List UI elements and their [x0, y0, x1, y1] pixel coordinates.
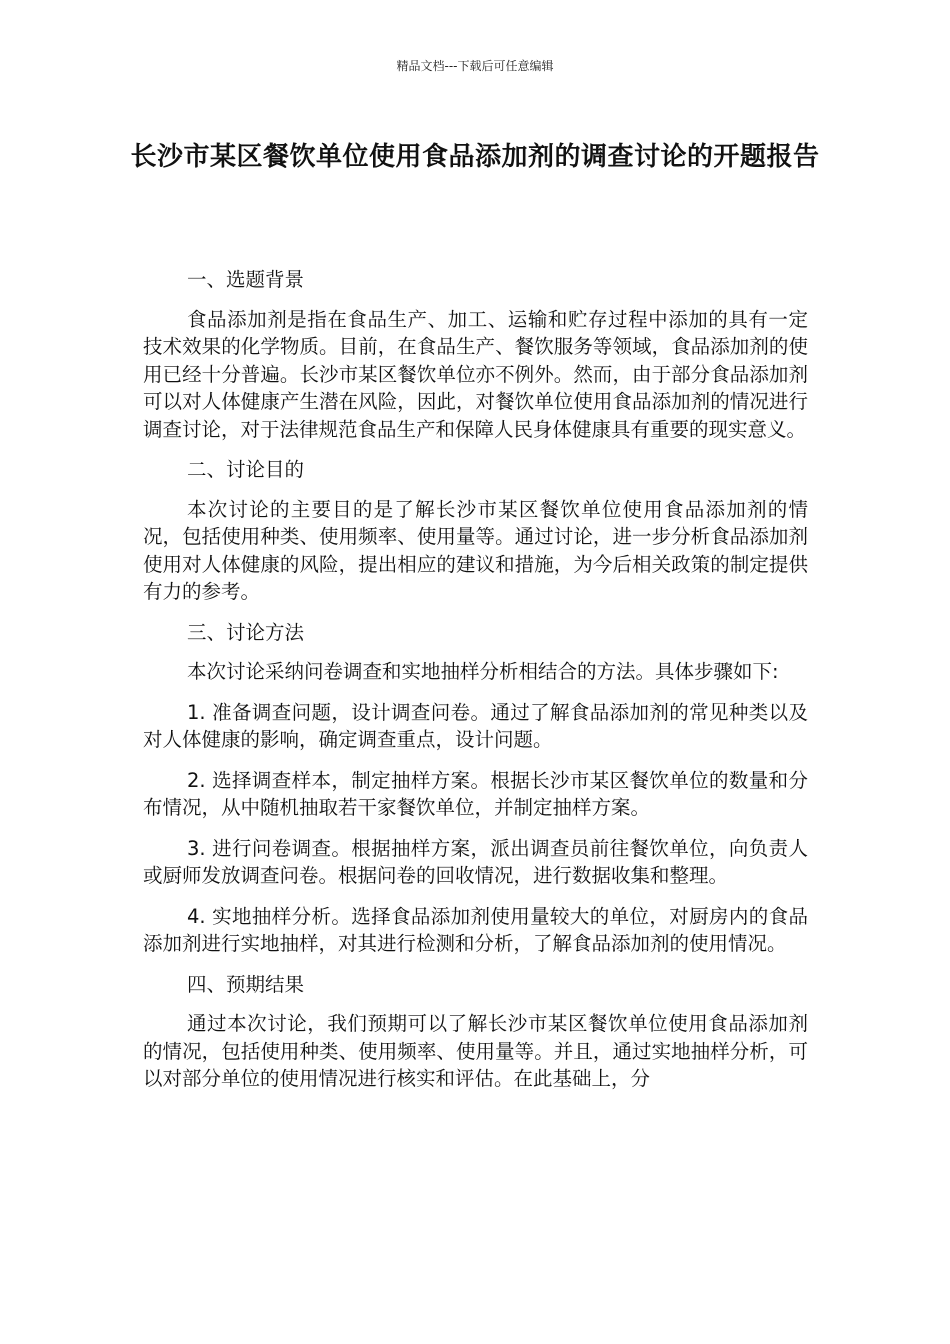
section-heading-expected-results: 四、预期结果 — [187, 972, 305, 996]
paragraph-method-intro: 本次讨论采纳问卷调查和实地抽样分析相结合的方法。具体步骤如下: — [187, 660, 779, 683]
section-heading-method: 三、讨论方法 — [187, 620, 305, 644]
method-step-4: 4. 实地抽样分析。选择食品添加剂使用量较大的单位，对厨房内的食品添加剂进行实地抽样，对其进行检测和分析，了解食品添加剂的使用情况。 — [143, 904, 808, 955]
paragraph-expected-results: 通过本次讨论，我们预期可以了解长沙市某区餐饮单位使用食品添加剂的情况，包括使用种类、使用频率、使用量等。并且，通过实地抽样分析，可以对部分单位的使用情况进行核实和评估。在此基础上，分 — [143, 1012, 808, 1090]
header-note: 精品文档---下载后可任意编辑 — [396, 59, 554, 73]
method-step-3: 3. 进行问卷调查。根据抽样方案，派出调查员前往餐饮单位，向负责人或厨师发放调查问卷。根据问卷的回收情况，进行数据收集和整理。 — [143, 836, 808, 887]
paragraph-background: 食品添加剂是指在食品生产、加工、运输和贮存过程中添加的具有一定技术效果的化学物质。目前，在食品生产、餐饮服务等领域，食品添加剂的使用已经十分普遍。长沙市某区餐饮单位亦不例外。然而，由于部分食品添加剂可以对人体健康产生潜在风险，因此，对餐饮单位使用食品添加剂的情况进行调查讨论，对于法律规范食品生产和保障人民身体健康具有重要的现实意义。 — [143, 307, 808, 441]
method-step-2: 2. 选择调查样本，制定抽样方案。根据长沙市某区餐饮单位的数量和分布情况，从中随机抽取若干家餐饮单位，并制定抽样方案。 — [143, 768, 808, 819]
section-heading-purpose: 二、讨论目的 — [187, 458, 305, 481]
document-body — [143, 266, 808, 1106]
paragraph-purpose: 本次讨论的主要目的是了解长沙市某区餐饮单位使用食品添加剂的情况，包括使用种类、使用频率、使用量等。通过讨论，进一步分析食品添加剂使用对人体健康的风险，提出相应的建议和措施，为今后相关政策的制定提供有力的参考。 — [143, 497, 808, 603]
document-title: 长沙市某区餐饮单位使用食品添加剂的调查讨论的开题报告 — [130, 142, 820, 172]
method-step-1: 1. 准备调查问题，设计调查问卷。通过了解食品添加剂的常见种类以及对人体健康的影响，确定调查重点，设计问题。 — [143, 700, 808, 751]
section-heading-background: 一、选题背景 — [187, 268, 305, 291]
